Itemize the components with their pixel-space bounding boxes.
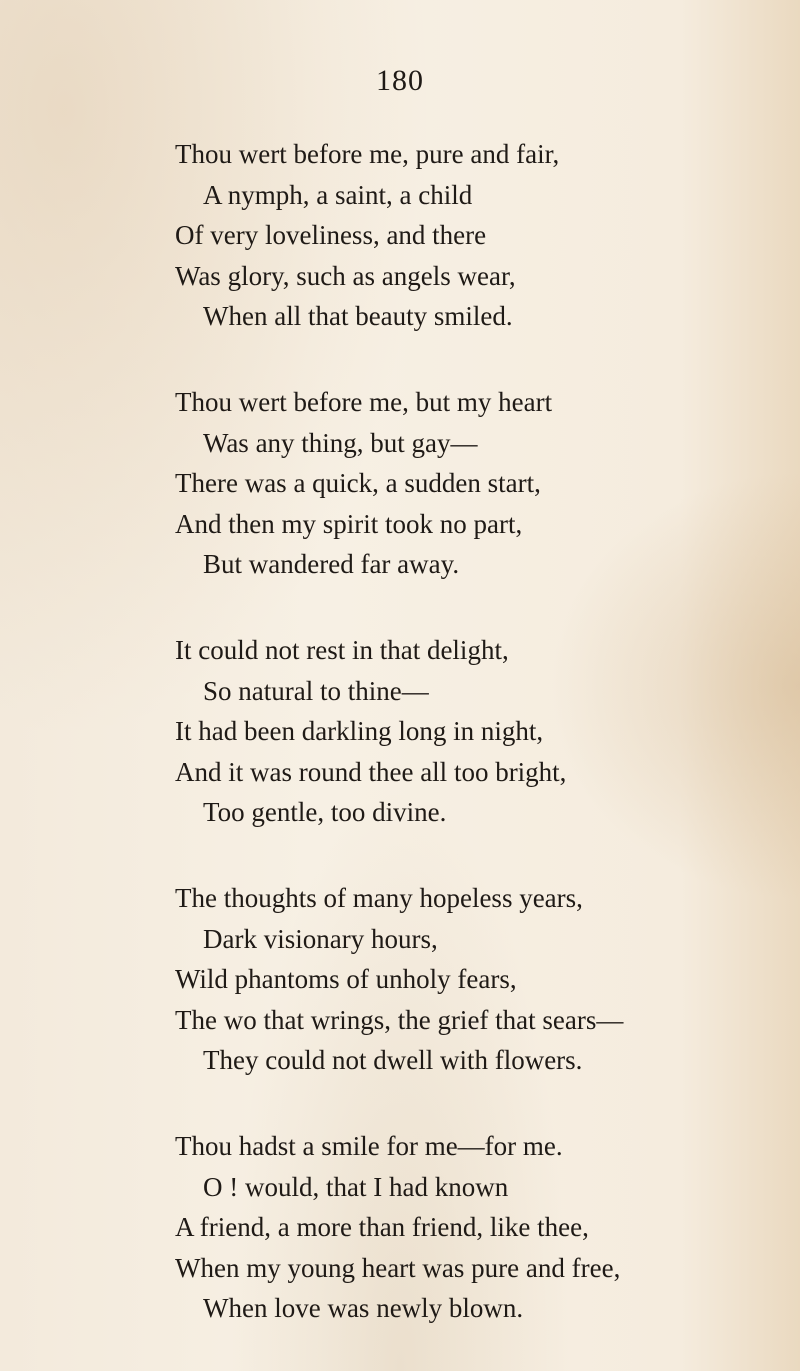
poem-line: Dark visionary hours,: [203, 923, 438, 954]
poem-line: A friend, a more than friend, like thee,: [175, 1212, 589, 1242]
poem-line: And it was round thee all too bright,: [175, 756, 567, 787]
poem-line: Thou wert before me, pure and fair,: [175, 139, 560, 169]
poem-line: So natural to thine—: [203, 675, 429, 706]
poem-line: There was a quick, a sudden start,: [175, 468, 541, 498]
poem-line: O ! would, that I had known: [203, 1171, 509, 1202]
poem-line: Thou wert before me, but my heart: [175, 387, 553, 417]
stanza: [175, 1126, 795, 1329]
poem-line: The thoughts of many hopeless years,: [175, 883, 583, 913]
stanza: [175, 878, 795, 1081]
poem-line: Wild phantoms of unholy fears,: [175, 964, 517, 994]
poem-line: But wandered far away.: [203, 549, 460, 579]
stanza: [175, 382, 795, 585]
poem-line: Of very loveliness, and there: [175, 220, 487, 250]
poem-line: When love was newly blown.: [203, 1293, 524, 1323]
stanza: [175, 134, 795, 337]
poem-line: It had been darkling long in night,: [175, 716, 544, 746]
poem-line: And then my spirit took no part,: [175, 508, 523, 539]
poem-line: Thou hadst a smile for me—for me.: [175, 1131, 563, 1161]
poem: [175, 134, 795, 1371]
poem-line: Was any thing, but gay—: [203, 427, 478, 458]
poem-line: When my young heart was pure and free,: [175, 1252, 621, 1283]
page-number: 180: [376, 64, 424, 97]
poem-line: A nymph, a saint, a child: [203, 179, 473, 210]
stanza: [175, 630, 795, 833]
poem-line: The wo that wrings, the grief that sears—: [175, 1004, 624, 1035]
poem-line: It could not rest in that delight,: [175, 635, 509, 665]
poem-line: They could not dwell with flowers.: [203, 1045, 583, 1075]
poem-line: When all that beauty smiled.: [203, 301, 513, 331]
poem-line: Was glory, such as angels wear,: [175, 260, 516, 291]
poem-line: Too gentle, too divine.: [203, 797, 447, 827]
